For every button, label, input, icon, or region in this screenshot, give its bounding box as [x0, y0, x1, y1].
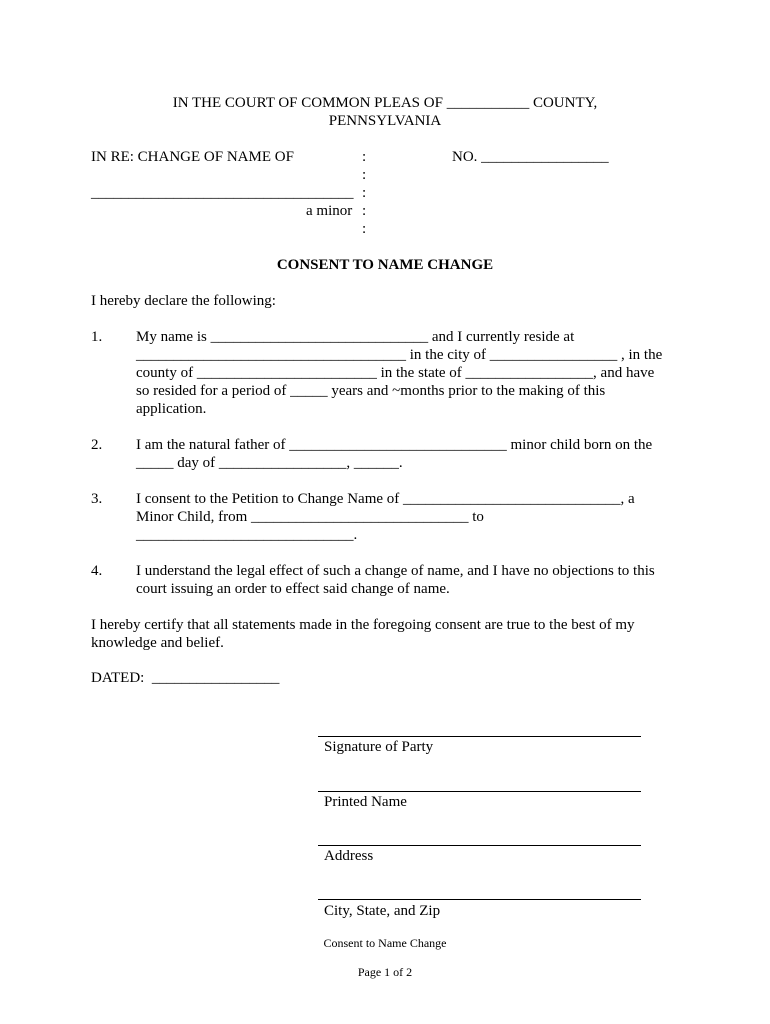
dated-field: DATED: _________________	[91, 670, 280, 686]
signature-label: Printed Name	[324, 794, 407, 810]
page-number: Page 1 of 2	[357, 965, 413, 979]
item-line: I consent to the Petition to Change Name of _____________________________, a	[136, 491, 635, 507]
court-heading: IN THE COURT OF COMMON PLEAS OF ___________ COUNTY,	[172, 95, 598, 111]
document-title: CONSENT TO NAME CHANGE	[276, 257, 494, 273]
caption-colon: :	[362, 221, 367, 237]
caption-colon: :	[362, 185, 367, 201]
item-number: 3.	[91, 491, 103, 507]
certify-line: I hereby certify that all statements made in the foregoing consent are true to the best of my	[91, 617, 635, 633]
signature-label: Signature of Party	[324, 739, 434, 755]
item-line: so resided for a period of _____ years and ~months prior to the making of this	[136, 383, 606, 399]
signature-line	[318, 899, 641, 900]
case-number-field: NO. _________________	[452, 149, 609, 165]
item-line: _____ day of _________________, ______.	[136, 455, 403, 471]
form-title-footer: Consent to Name Change	[323, 936, 447, 950]
item-line: I am the natural father of _____________________________ minor child born on the	[136, 437, 653, 453]
item-line: ____________________________________ in the city of _________________ , in the	[136, 347, 663, 363]
item-line: court issuing an order to effect said change of name.	[136, 581, 450, 597]
signature-line	[318, 845, 641, 846]
item-line: _____________________________.	[136, 527, 358, 543]
item-line: county of ________________________ in the state of _________________, and have	[136, 365, 655, 381]
item-line: My name is _____________________________ and I currently reside at	[136, 329, 575, 345]
minor-name-blank: ___________________________________	[91, 185, 354, 201]
item-number: 1.	[91, 329, 103, 345]
item-line: I understand the legal effect of such a change of name, and I have no objections to this	[136, 563, 655, 579]
a-minor-label: a minor	[306, 203, 353, 219]
caption-colon: :	[362, 203, 367, 219]
certify-line: knowledge and belief.	[91, 635, 224, 651]
in-re-label: IN RE: CHANGE OF NAME OF	[91, 149, 294, 165]
signature-label: City, State, and Zip	[324, 903, 441, 919]
signature-label: Address	[324, 848, 374, 864]
intro-text: I hereby declare the following:	[91, 293, 276, 309]
caption-colon: :	[362, 167, 367, 183]
item-line: application.	[136, 401, 207, 417]
caption-colon: :	[362, 149, 367, 165]
item-line: Minor Child, from _____________________________ to	[136, 509, 484, 525]
item-number: 4.	[91, 563, 103, 579]
signature-line	[318, 736, 641, 737]
item-number: 2.	[91, 437, 103, 453]
state-heading: PENNSYLVANIA	[328, 113, 442, 129]
signature-line	[318, 791, 641, 792]
